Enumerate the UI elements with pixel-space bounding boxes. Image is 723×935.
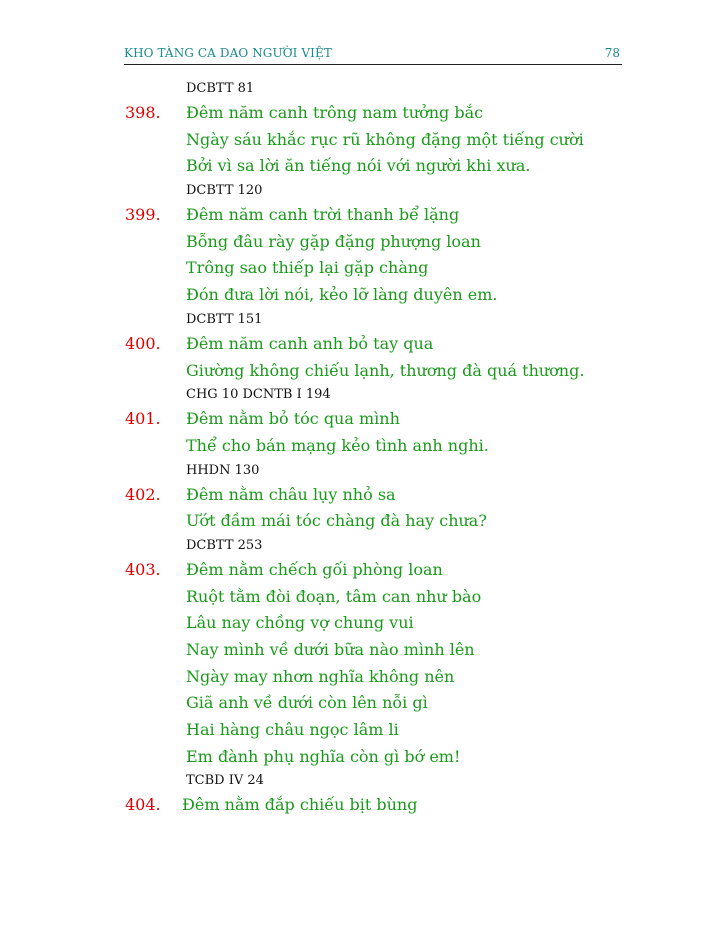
verse-line: Đêm năm canh trời thanh bể lặng bbox=[186, 205, 460, 225]
book-title: KHO TÀNG CA DAO NGƯỜI VIỆT bbox=[124, 46, 332, 60]
verse-line: Nay mình về dưới bữa nào mình lên bbox=[186, 640, 475, 659]
verse-line: Thể cho bán mạng kẻo tình anh nghi. bbox=[186, 435, 489, 455]
source-reference: DCBTT 253 bbox=[186, 537, 263, 553]
source-reference: TCBD IV 24 bbox=[186, 773, 264, 789]
verse-line: Lâu nay chồng vợ chung vui bbox=[186, 613, 414, 633]
verse-line: Đón đưa lời nói, kẻo lỡ làng duyên em. bbox=[186, 285, 498, 305]
verse-line: Bỗng đâu rày gặp đặng phượng loan bbox=[186, 231, 481, 251]
page-number: 78 bbox=[604, 46, 620, 60]
verse-line: Giã anh về dưới còn lên nỗi gì bbox=[186, 693, 428, 713]
verse-number: 400. bbox=[125, 333, 161, 353]
verse-entry bbox=[0, 406, 723, 459]
verse-number: 404. bbox=[125, 795, 161, 815]
verse-entry bbox=[0, 482, 723, 535]
verse-entry bbox=[0, 557, 723, 771]
verse-entry bbox=[0, 100, 723, 180]
source-reference: CHG 10 DCNTB I 194 bbox=[186, 387, 331, 403]
verse-content bbox=[0, 78, 723, 819]
verse-line: Hai hàng châu ngọc lâm li bbox=[186, 720, 399, 740]
verse-line: Đêm năm canh trông nam tưởng bắc bbox=[186, 103, 484, 122]
verse-line: Đêm nằm đắp chiếu bịt bùng bbox=[182, 795, 418, 815]
verse-line: Giường không chiếu lạnh, thương đà quá thương. bbox=[186, 360, 585, 380]
verse-number: 401. bbox=[125, 409, 161, 429]
verse-number: 403. bbox=[125, 559, 161, 579]
verse-line: Ngày may nhơn nghĩa không nên bbox=[186, 666, 455, 686]
verse-line: Em đành phụ nghĩa còn gì bớ em! bbox=[186, 746, 461, 766]
verse-line: Đêm nằm chếch gối phòng loan bbox=[186, 559, 443, 579]
verse-number: 398. bbox=[125, 103, 161, 122]
verse-entry bbox=[0, 202, 723, 309]
verse-line: Bởi vì sa lời ăn tiếng nói với người khi xưa. bbox=[186, 156, 531, 176]
verse-line: Đêm nằm bỏ tóc qua mình bbox=[186, 409, 400, 429]
source-reference: DCBTT 120 bbox=[186, 183, 263, 199]
verse-entry bbox=[0, 331, 723, 384]
verse-line: Ruột tằm đòi đoạn, tâm can như bào bbox=[186, 586, 482, 606]
verse-number: 402. bbox=[125, 484, 161, 504]
verse-line: Ướt đầm mái tóc chàng đà hay chưa? bbox=[186, 511, 487, 531]
source-reference: HHDN 130 bbox=[186, 462, 260, 478]
verse-number: 399. bbox=[125, 205, 161, 225]
source-reference: DCBTT 151 bbox=[186, 311, 263, 327]
source-reference: DCBTT 81 bbox=[186, 81, 255, 96]
verse-line: Đêm năm canh anh bỏ tay qua bbox=[186, 333, 434, 353]
verse-line: Trông sao thiếp lại gặp chàng bbox=[186, 258, 429, 278]
verse-line: Đêm nằm châu lụy nhỏ sa bbox=[186, 484, 396, 504]
verse-entry bbox=[0, 792, 723, 819]
verse-line: Ngày sáu khắc rục rũ không đặng một tiếng cười bbox=[186, 129, 584, 149]
page-header bbox=[124, 44, 622, 65]
